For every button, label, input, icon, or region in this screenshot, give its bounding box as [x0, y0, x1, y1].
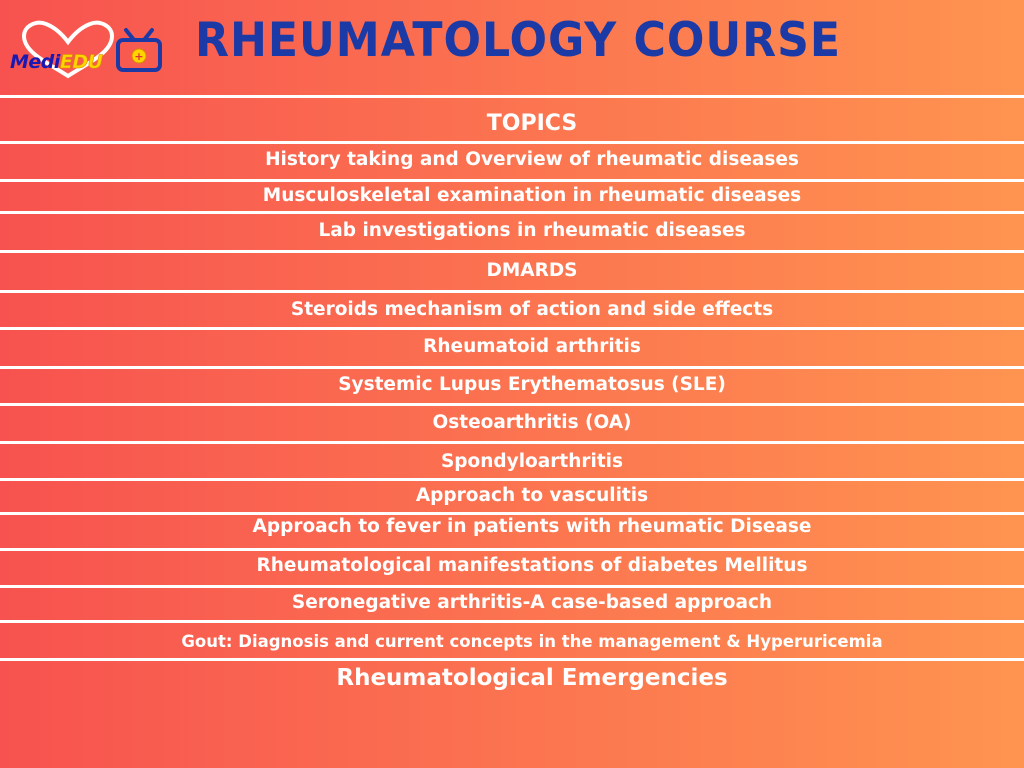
topic-item: Steroids mechanism of action and side effects	[290, 299, 774, 320]
topic-item: DMARDS	[486, 260, 578, 281]
divider	[0, 327, 1024, 330]
topic-item: Systemic Lupus Erythematosus (SLE)	[338, 374, 726, 395]
divider	[0, 250, 1024, 253]
mediedu-logo	[6, 18, 166, 80]
topic-item: Rheumatoid arthritis	[423, 336, 641, 357]
svg-text:+: +	[134, 50, 144, 63]
divider	[0, 548, 1024, 551]
divider	[0, 366, 1024, 369]
logo-wordmark: MediEDU	[10, 51, 103, 73]
divider	[0, 290, 1024, 293]
page-title: RHEUMATOLOGY COURSE	[195, 13, 842, 68]
divider	[0, 512, 1024, 515]
divider	[0, 141, 1024, 144]
divider	[0, 403, 1024, 406]
topics-heading: TOPICS	[486, 111, 578, 136]
topic-item: Rheumatological manifestations of diabetes Mellitus	[256, 555, 808, 576]
divider	[0, 658, 1024, 661]
topic-item: Gout: Diagnosis and current concepts in the management & Hyperuricemia	[181, 632, 883, 651]
divider	[0, 478, 1024, 481]
topic-item: Approach to fever in patients with rheumatic Disease	[252, 516, 812, 537]
divider	[0, 441, 1024, 444]
divider	[0, 620, 1024, 623]
topic-item: Rheumatological Emergencies	[336, 665, 728, 691]
topic-item: History taking and Overview of rheumatic diseases	[265, 149, 799, 170]
topic-item: Musculoskeletal examination in rheumatic diseases	[262, 185, 802, 206]
topic-item: Osteoarthritis (OA)	[432, 412, 632, 433]
topic-item: Lab investigations in rheumatic diseases	[318, 220, 746, 241]
topic-item: Approach to vasculitis	[415, 485, 649, 506]
topic-item: Spondyloarthritis	[440, 451, 624, 472]
divider	[0, 95, 1024, 98]
divider	[0, 211, 1024, 214]
topic-item: Seronegative arthritis-A case-based approach	[291, 592, 773, 613]
divider	[0, 179, 1024, 182]
divider	[0, 585, 1024, 588]
